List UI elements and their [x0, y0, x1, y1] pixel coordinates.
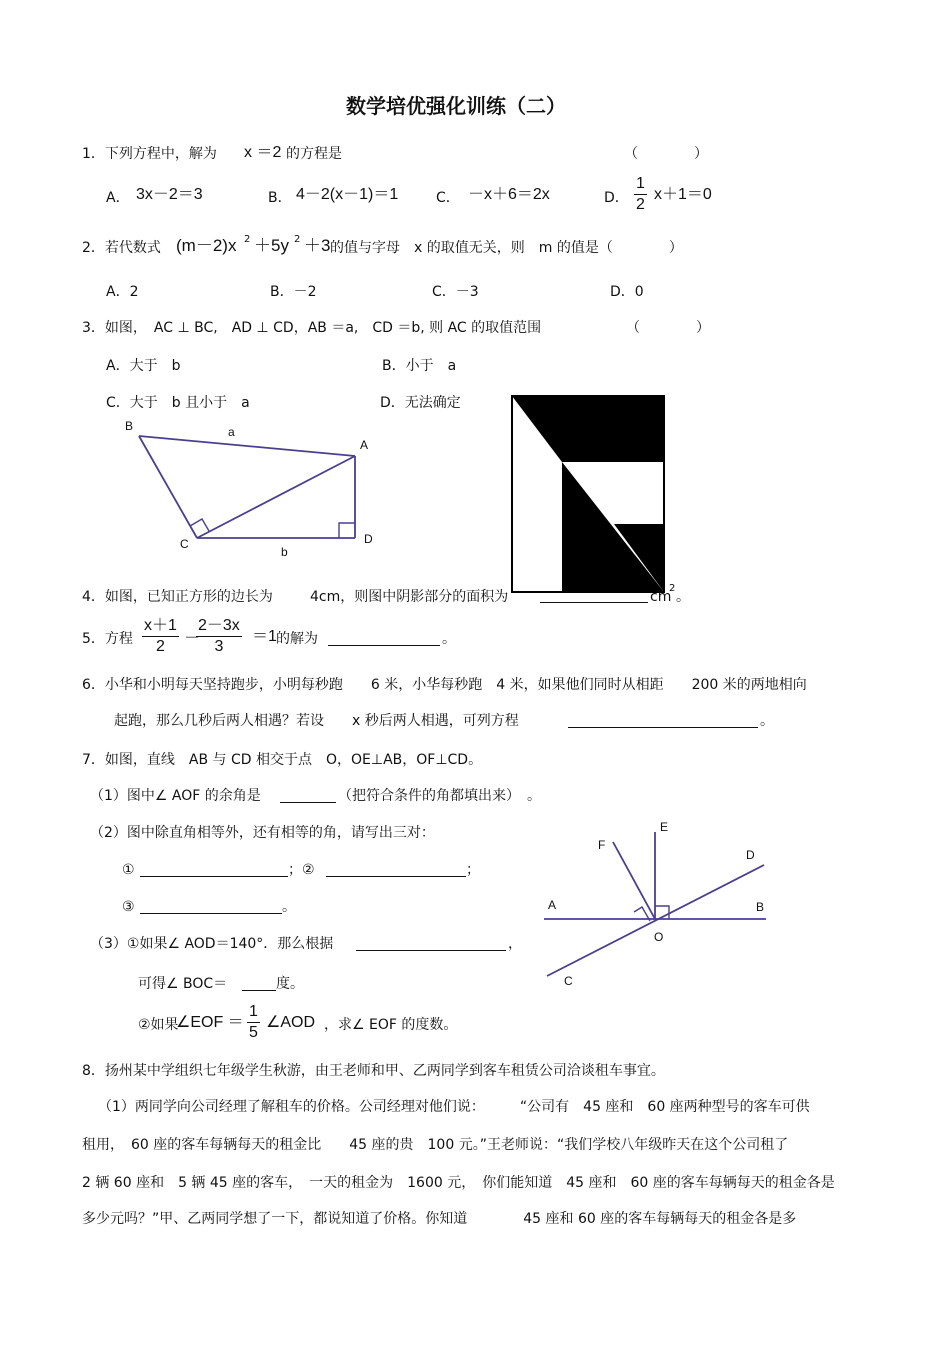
q1-opt-b-label: B．	[268, 190, 292, 206]
q3-opt-c: C．大于 b 且小于 a	[106, 395, 250, 411]
q5-tail: 的解为	[276, 631, 318, 647]
q7-circle-2-end: ；	[466, 862, 480, 878]
q5-stem: 5．方程	[82, 631, 133, 647]
q1-opt-d-denominator: 2	[636, 196, 645, 213]
q4-unit: cm	[650, 589, 672, 605]
q3-label-d-vertex: D	[364, 532, 373, 546]
q4-stem-a: 4．如图，已知正方形的边长为	[82, 589, 273, 605]
q1-equation: x ＝2	[244, 144, 282, 161]
q2-stem-b: 的值与字母 x 的取值无关，则 m 的值是（ ）	[330, 240, 683, 256]
q8-line-1: （1）两同学向公司经理了解租车的价格。公司经理对他们说： “公司有 45 座和 60 座两种型号的客车可供	[98, 1099, 810, 1115]
q8-line-2: 租用， 60 座的客车每辆每天的租金比 45 座的贵 100 元。”王老师说：“我们学校八年级昨天在这个公司租了	[82, 1137, 789, 1153]
q5-minus: －	[184, 630, 201, 647]
q7-part2: （2）图中除直角相等外，还有相等的角，请写出三对：	[90, 825, 435, 841]
q1-answer-paren: （ ）	[624, 146, 708, 162]
q3-label-a-vertex: A	[360, 438, 369, 452]
q7-stem: 7．如图，直线 AB 与 CD 相交于点 O，OE⊥AB，OF⊥CD。	[82, 752, 483, 768]
q7-part3c-eq: ∠EOF ＝	[176, 1014, 244, 1031]
q2-stem-a: 2．若代数式	[82, 240, 161, 256]
q5-numerator-2: 2－3x	[198, 617, 240, 634]
q5-end: 。	[442, 631, 456, 647]
q7-label-c: C	[564, 974, 573, 988]
q7-label-b: B	[756, 900, 765, 914]
q1-stem-a: 1．下列方程中，解为	[82, 146, 217, 162]
q2-opt-a: A．2	[106, 284, 139, 300]
q3-label-a-side: a	[228, 425, 235, 439]
q7-label-f: F	[598, 838, 606, 852]
q2-sup-1: 2	[244, 234, 251, 245]
q1-opt-c-expr: －x＋6＝2x	[468, 186, 550, 203]
q2-expr-a: (m－2)x	[176, 236, 237, 255]
q3-opt-a: A．大于 b	[106, 358, 181, 374]
q3-answer-paren: （ ）	[626, 320, 710, 336]
q7-circle-3-end: 。	[282, 899, 296, 915]
q6-line-2: 起跑，那么几秒后两人相遇？若设 x 秒后两人相遇，可列方程	[114, 713, 519, 729]
q8-line-3: 2 辆 60 座和 5 辆 45 座的客车， 一天的租金为 1600 元， 你们能知道 45 座和 60 座的客车每辆每天的租金各是	[82, 1175, 835, 1191]
q2-sup-2: 2	[294, 234, 301, 245]
q6-line-1: 6．小华和小明每天坚持跑步，小明每秒跑 6 米，小华每秒跑 4 米，如果他们同时从相距 200 米的两地相向	[82, 677, 807, 693]
q1-opt-b-expr: 4－2(x－1)＝1	[296, 186, 399, 203]
q7-label-o: O	[654, 930, 664, 944]
q7-label-a: A	[548, 898, 557, 912]
q4-value: 4cm，则图中阴影部分的面积为	[310, 589, 509, 605]
q7-part1: （1）图中∠ AOF 的余角是	[90, 788, 261, 804]
q8-stem: 8．扬州某中学组织七年级学生秋游，由王老师和甲、乙两同学到客车租赁公司洽谈租车事宜。	[82, 1063, 665, 1079]
q7-part3c-b: ∠AOD	[266, 1014, 316, 1031]
q8-line-4: 多少元吗？”甲、乙两同学想了一下，都说知道了价格。你知道 45 座和 60 座的客车每辆每天的租金各是多	[82, 1211, 797, 1227]
q2-expr-b: ＋5y	[254, 236, 289, 255]
q4-unit-sup: 2	[669, 583, 676, 594]
q3-opt-d: D．无法确定	[380, 395, 461, 411]
q3-label-b-vertex: B	[125, 419, 134, 433]
q7-label-d: D	[746, 848, 755, 862]
q3-opt-b: B．小于 a	[382, 358, 457, 374]
q2-expr-c: ＋3	[304, 236, 331, 255]
q4-end: 。	[676, 589, 690, 605]
q1-stem-b: 的方程是	[286, 146, 342, 162]
q7-part3c-tail: ，求∠ EOF 的度数。	[324, 1017, 458, 1033]
q7-part3-end: ，	[508, 936, 522, 952]
q1-opt-a-label: A．	[106, 190, 130, 206]
q3-stem: 3．如图， AC ⊥ BC, AD ⊥ CD，AB ＝a, CD ＝b, 则 AC 的取值范围	[82, 320, 542, 336]
q5-numerator-1: x＋1	[144, 617, 177, 634]
q7-part3b-end: 度。	[276, 976, 304, 992]
q7-label-e: E	[660, 820, 669, 834]
q1-opt-d-label: D．	[604, 190, 629, 206]
q6-end: 。	[760, 713, 774, 729]
q2-opt-d: D．0	[610, 284, 644, 300]
q1-opt-d-expr: x＋1＝0	[654, 186, 712, 203]
q7-circle-2: ；②	[288, 862, 315, 878]
page-title: 数学培优强化训练（二）	[346, 94, 566, 118]
q7-part3c-numerator: 1	[249, 1003, 258, 1020]
q7-circle-3: ③	[122, 899, 135, 915]
q7-part3c-denominator: 5	[249, 1024, 258, 1041]
q3-label-b-side: b	[281, 545, 288, 559]
q1-opt-d-numerator: 1	[636, 175, 645, 192]
q7-part3c-a: ②如果	[138, 1017, 179, 1033]
q7-circle-1: ①	[122, 862, 135, 878]
q7-part3: （3）①如果∠ AOD＝140°．那么根据	[90, 936, 334, 952]
q7-part3b: 可得∠ BOC＝	[138, 976, 228, 992]
q7-part1-tail: （把符合条件的角都填出来） 。	[338, 788, 541, 804]
q3-label-c-vertex: C	[180, 537, 189, 551]
q1-opt-c-label: C．	[436, 190, 460, 206]
q2-opt-b: B．－2	[270, 284, 317, 300]
q5-rhs: ＝1	[252, 628, 277, 645]
q2-opt-c: C．－3	[432, 284, 479, 300]
q5-denominator-2: 3	[214, 638, 224, 655]
q1-opt-a-expr: 3x－2＝3	[136, 186, 203, 203]
q5-denominator-1: 2	[156, 638, 165, 655]
